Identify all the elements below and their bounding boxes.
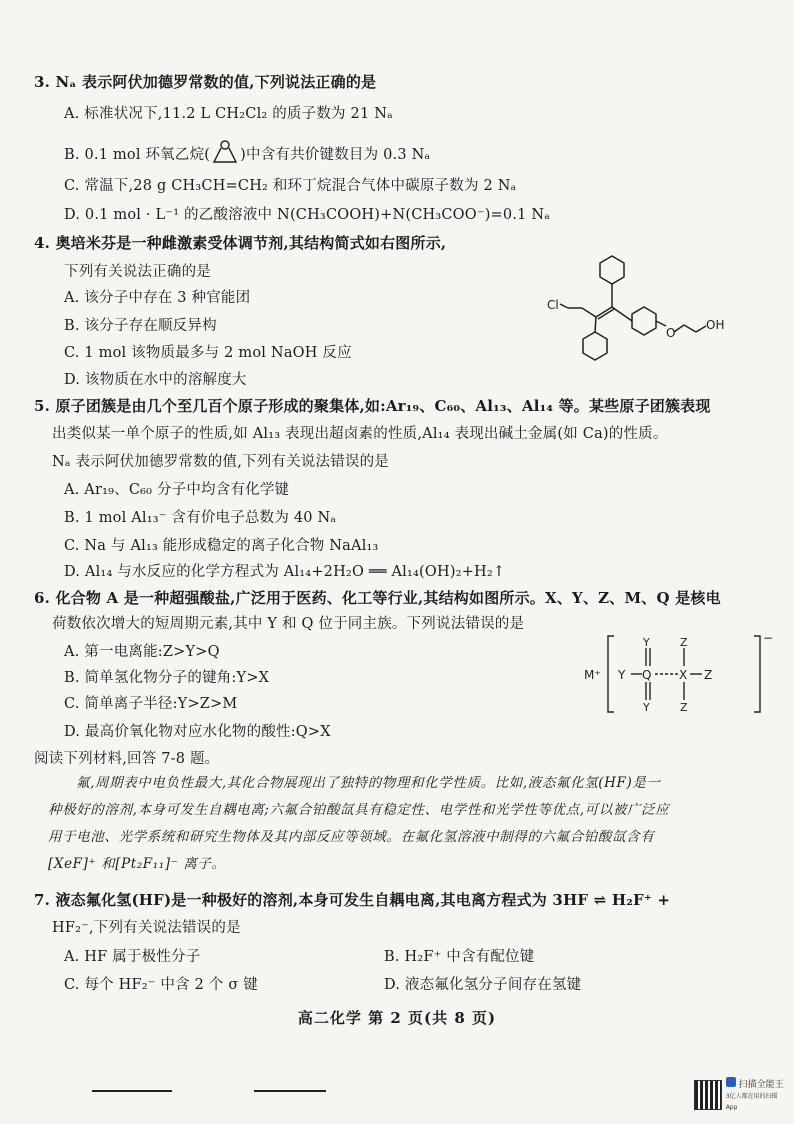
q4-option-c: C. 1 mol 该物质最多与 2 mol NaOH 反应 <box>64 345 352 361</box>
q3-option-b <box>64 140 430 166</box>
q7-option-a: A. HF 属于极性分子 <box>64 949 201 965</box>
q5-option-c: C. Na 与 Al₁₃ 能形成稳定的离子化合物 NaAl₁₃ <box>64 538 379 554</box>
camscanner-icon <box>726 1077 736 1087</box>
q3-option-b-post: )中含有共价键数目为 0.3 Nₐ <box>240 147 431 163</box>
struct-cl-label: Cl <box>547 298 559 312</box>
struct-oh-label: OH <box>706 318 725 332</box>
badge-sub: 3亿人都在用的扫描App <box>725 1093 778 1111</box>
struct-z-bottom: Z <box>680 701 688 714</box>
struct-y-top: Y <box>643 636 650 649</box>
passage-line-4: [XeF]⁺ 和[Pt₂F₁₁]⁻ 离子。 <box>48 856 226 872</box>
q7-option-b: B. H₂F⁺ 中含有配位键 <box>384 949 535 965</box>
q6-stem-continued: 荷数依次增大的短周期元素,其中 Y 和 Q 位于同主族。下列说法错误的是 <box>52 616 525 632</box>
ospemifene-structure <box>540 252 730 368</box>
q6-option-c: C. 简单离子半径:Y>Z>M <box>64 696 238 712</box>
epoxide-ring-icon <box>210 140 240 166</box>
struct-o-label: O <box>666 326 676 340</box>
q6-option-d: D. 最高价氧化物对应水化物的酸性:Q>X <box>64 724 331 740</box>
q3-option-d: D. 0.1 mol · L⁻¹ 的乙酸溶液中 N(CH₃COOH)+N(CH₃COO⁻)=0.1 Nₐ <box>64 207 551 223</box>
q7-stem-continued: HF₂⁻,下列有关说法错误的是 <box>52 920 241 936</box>
q5-option-a: A. Ar₁₉、C₆₀ 分子中均含有化学键 <box>64 482 290 498</box>
q3-stem: 3. Nₐ 表示阿伏加德罗常数的值,下列说法正确的是 <box>34 73 377 91</box>
q5-stem-continued-2: Nₐ 表示阿伏加德罗常数的值,下列有关说法错误的是 <box>52 454 389 470</box>
q4-stem-continued: 下列有关说法正确的是 <box>64 264 211 280</box>
q5-option-d: D. Al₁₄ 与水反应的化学方程式为 Al₁₄+2H₂O ══ Al₁₄(OH)₂+H₂↑ <box>64 564 506 580</box>
q6-stem: 6. 化合物 A 是一种超强酸盐,广泛用于医药、化工等行业,其结构如图所示。X、Y、Z、M、Q 是核电 <box>34 589 721 607</box>
q5-stem: 5. 原子团簇是由几个至几百个原子形成的聚集体,如:Ar₁₉、C₆₀、Al₁₃、Al₁₄ 等。某些原子团簇表现 <box>34 397 711 415</box>
q5-option-b: B. 1 mol Al₁₃⁻ 含有价电子总数为 40 Nₐ <box>64 510 337 526</box>
struct-z-top: Z <box>680 636 688 649</box>
bottom-rule-left <box>92 1090 172 1092</box>
q4-stem: 4. 奥培米芬是一种雌激素受体调节剂,其结构简式如右图所示, <box>34 234 447 252</box>
scanner-badge <box>694 1078 784 1112</box>
badge-brand: 扫描全能王 <box>738 1080 784 1090</box>
passage-line-2: 种极好的溶剂,本身可发生自耦电离;六氟合铂酸氙具有稳定性、电学性和光学性等优点,可以被广泛应 <box>48 802 670 818</box>
q3-option-a: A. 标准状况下,11.2 L CH₂Cl₂ 的质子数为 21 Nₐ <box>64 106 393 122</box>
page-footer: 高二化学 第 2 页(共 8 页) <box>297 1009 497 1027</box>
q4-option-d: D. 该物质在水中的溶解度大 <box>64 372 247 388</box>
reading-passage <box>48 770 764 878</box>
q7-option-c: C. 每个 HF₂⁻ 中含 2 个 σ 键 <box>64 977 258 993</box>
q7-stem: 7. 液态氟化氢(HF)是一种极好的溶剂,本身可发生自耦电离,其电离方程式为 3HF ⇌ H₂F⁺ + <box>34 891 671 909</box>
q5-stem-continued: 出类似某一单个原子的性质,如 Al₁₃ 表现出超卤素的性质,Al₁₄ 表现出碱土金属(如 Ca)的性质。 <box>52 426 668 442</box>
q3-option-c: C. 常温下,28 g CH₃CH=CH₂ 和环丁烷混合气体中碳原子数为 2 Nₐ <box>64 178 517 194</box>
struct-y-left: Y <box>618 668 626 682</box>
struct-q-label: Q <box>642 668 652 682</box>
struct-z-right: Z <box>704 668 713 682</box>
compound-a-structure <box>578 632 778 716</box>
q6-option-b: B. 简单氢化物分子的键角:Y>X <box>64 670 270 686</box>
passage-line-1: 氟,周期表中电负性最大,其化合物展现出了独特的物理和化学性质。比如,液态氟化氢(HF)是一 <box>76 775 661 791</box>
reading-intro: 阅读下列材料,回答 7-8 题。 <box>34 751 220 767</box>
qr-code-icon <box>694 1080 722 1110</box>
passage-line-3: 用于电池、光学系统和研究生物体及其内部反应等领域。在氟化氢溶液中制得的六氟合铂酸氙含有 <box>48 829 655 845</box>
q7-option-d: D. 液态氟化氢分子间存在氢键 <box>384 977 582 993</box>
q6-option-a: A. 第一电离能:Z>Y>Q <box>64 644 220 660</box>
struct-m-label: M⁺ <box>584 668 601 682</box>
struct-y-bottom: Y <box>643 701 650 714</box>
struct-charge: − <box>763 632 774 645</box>
q4-option-a: A. 该分子中存在 3 种官能团 <box>64 290 251 306</box>
q3-option-b-pre: B. 0.1 mol 环氧乙烷( <box>64 147 211 163</box>
struct-x-label: X <box>679 668 688 682</box>
q4-option-b: B. 该分子存在顺反异构 <box>64 318 217 334</box>
bottom-rule-right <box>254 1090 326 1092</box>
